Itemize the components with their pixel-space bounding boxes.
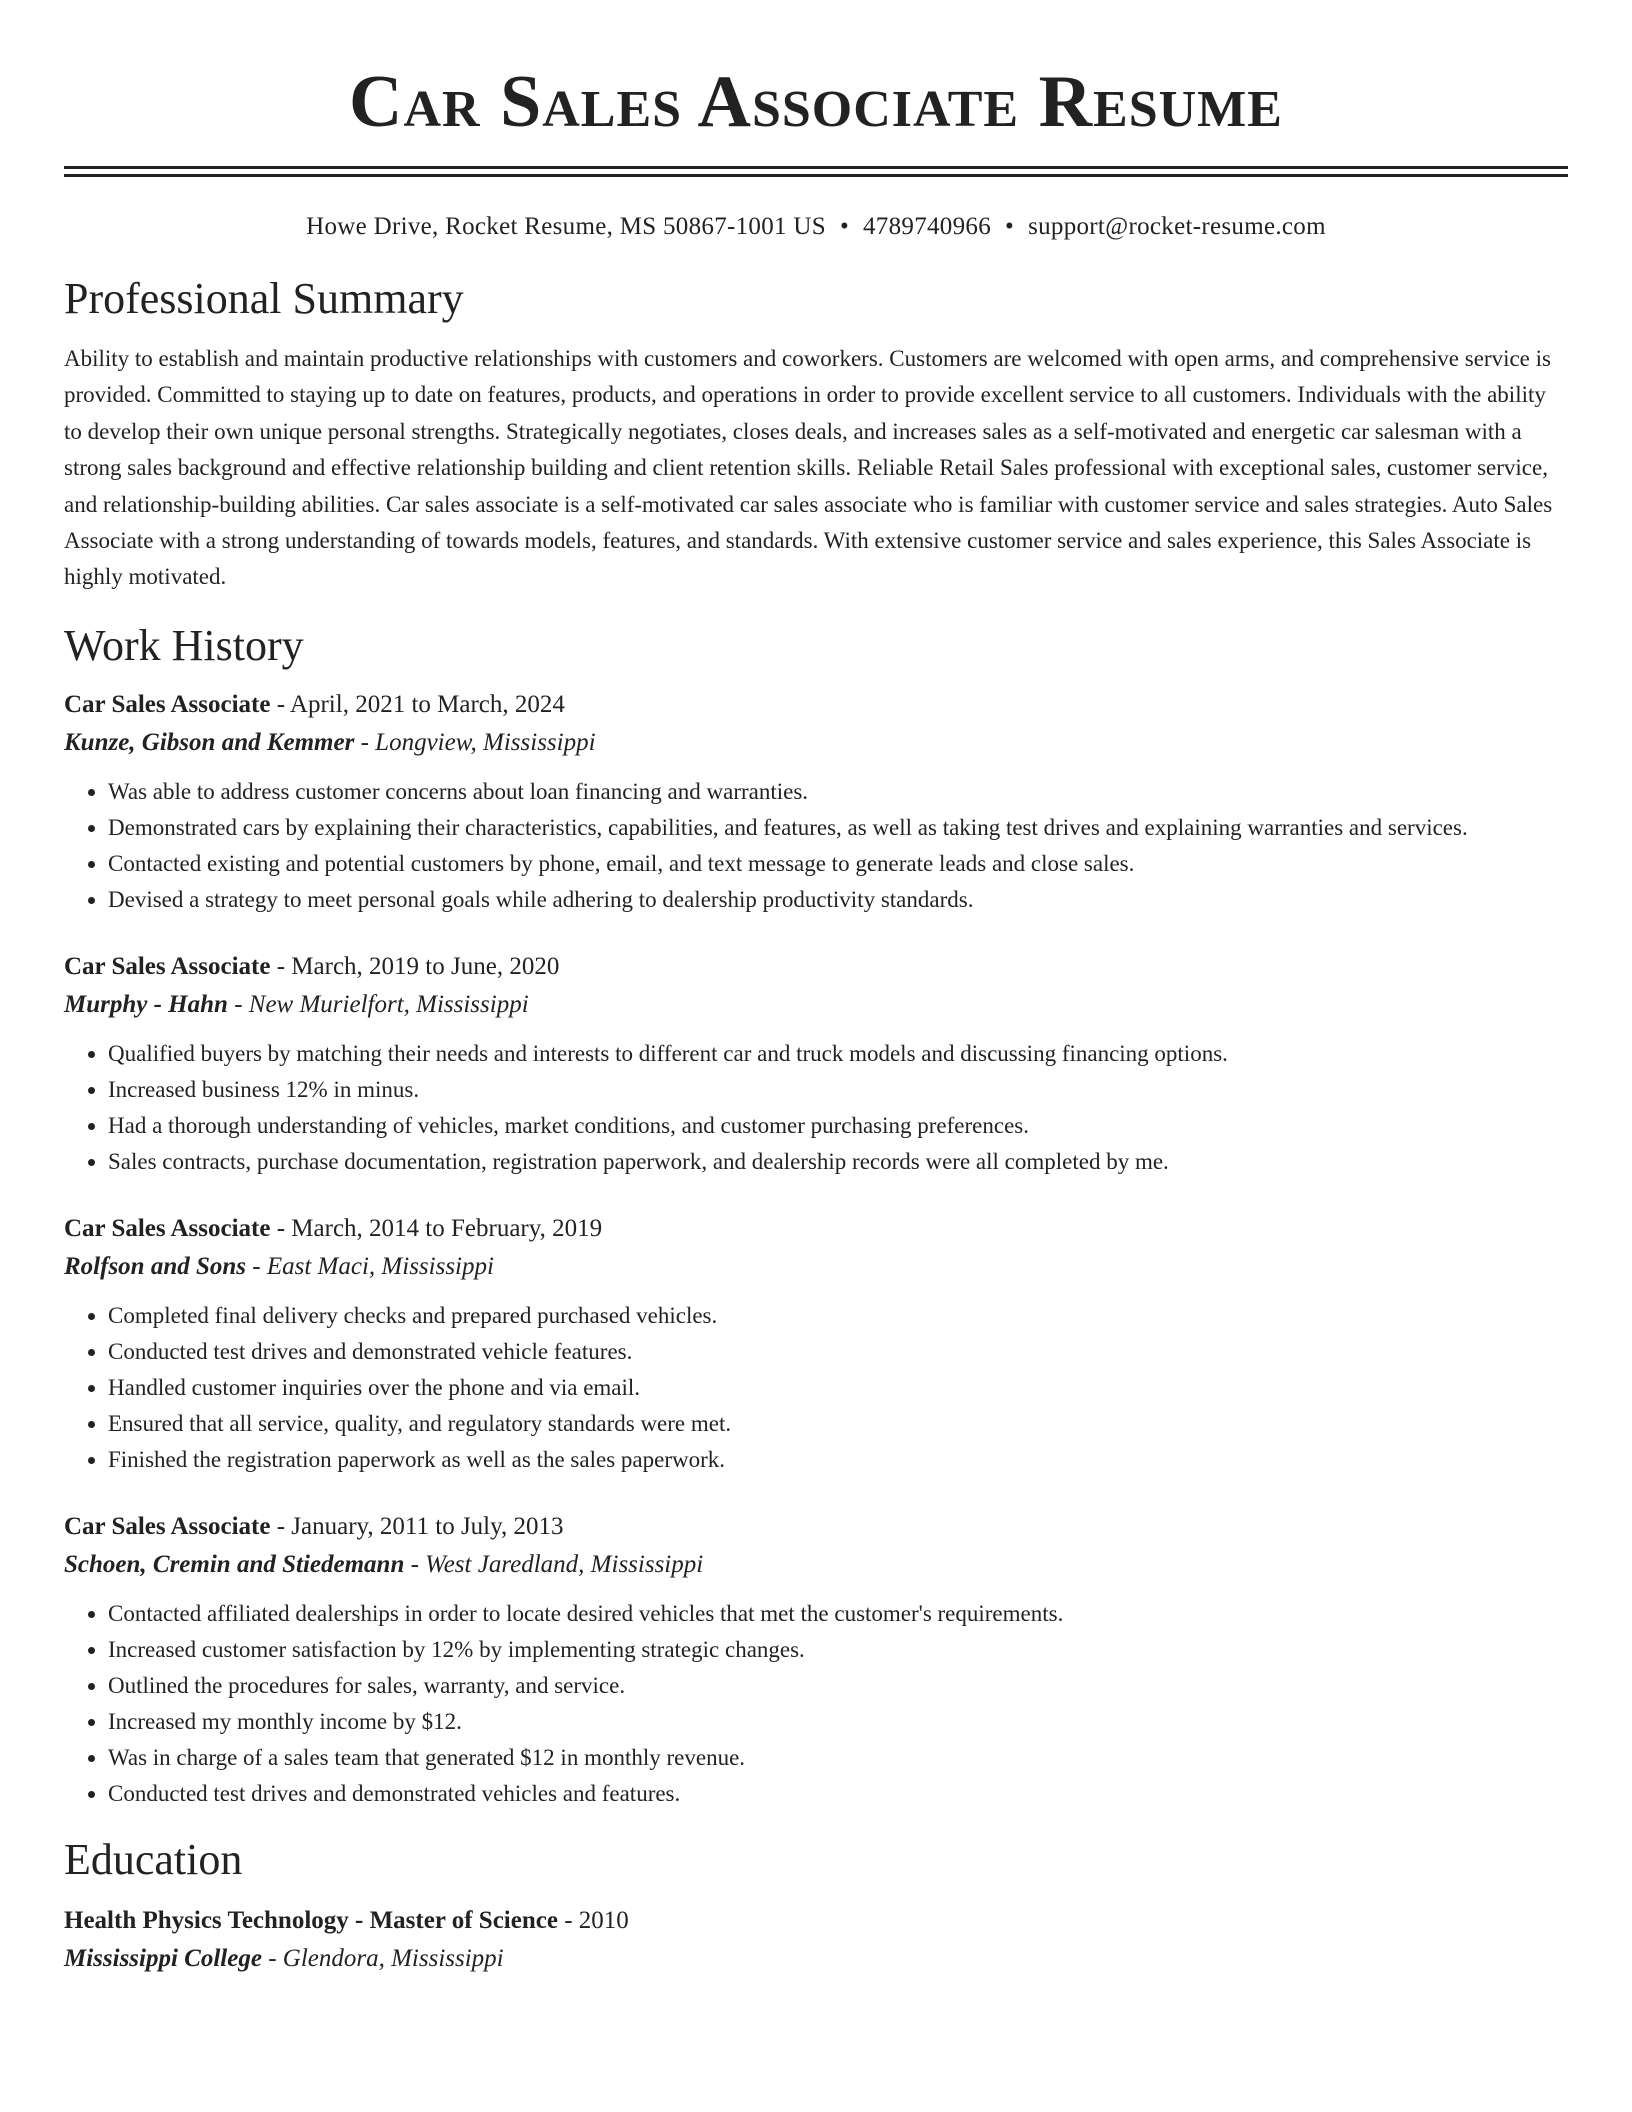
- graduation-year: - 2010: [557, 1906, 629, 1934]
- contact-line: [64, 211, 1568, 243]
- job-bullet: • Conducted test drives and demonstrated vehicles and features.: [108, 1776, 1568, 1812]
- job-role: Car Sales Associate: [64, 1214, 271, 1242]
- employer-line: [64, 1546, 1568, 1584]
- employer-name: Kunze, Gibson and Kemmer: [64, 728, 355, 756]
- job-role: Car Sales Associate: [64, 690, 271, 718]
- work-history-heading: Work History: [64, 620, 304, 670]
- job-entry: [64, 948, 1568, 1180]
- resume-title: Car Sales Associate Resume: [349, 61, 1283, 143]
- job-dates: - April, 2021 to March, 2024: [270, 690, 565, 718]
- job-dates: - March, 2019 to June, 2020: [270, 952, 560, 980]
- education-heading: Education: [64, 1834, 243, 1884]
- job-bullet: • Increased customer satisfaction by 12% by implementing strategic changes.: [108, 1632, 1568, 1668]
- job-bullet: • Was able to address customer concerns about loan financing and warranties.: [108, 774, 1568, 810]
- contact-address: Howe Drive, Rocket Resume, MS 50867-1001 US: [306, 213, 826, 240]
- degree-line: [64, 1902, 1568, 1940]
- contact-email: support@rocket-resume.com: [1028, 213, 1326, 240]
- job-bullets: [64, 1596, 1568, 1812]
- job-bullet: • Handled customer inquiries over the phone and via email.: [108, 1370, 1568, 1406]
- job-bullet: • Devised a strategy to meet personal goals while adhering to dealership productivity standards.: [108, 882, 1568, 918]
- job-bullet: • Increased business 12% in minus.: [108, 1072, 1568, 1108]
- bullet-separator-icon: •: [1005, 213, 1015, 240]
- job-role: Car Sales Associate: [64, 1512, 271, 1540]
- job-title-line: [64, 686, 1568, 724]
- job-bullet: • Contacted existing and potential customers by phone, email, and text message to generate leads and close sales.: [108, 846, 1568, 882]
- school-line: [64, 1940, 1568, 1978]
- job-bullet: • Completed final delivery checks and prepared purchased vehicles.: [108, 1298, 1568, 1334]
- job-entry: [64, 686, 1568, 918]
- employer-line: [64, 1248, 1568, 1286]
- job-bullet: • Conducted test drives and demonstrated vehicle features.: [108, 1334, 1568, 1370]
- school-location: - Glendora, Mississippi: [261, 1944, 504, 1972]
- job-title-line: [64, 1508, 1568, 1546]
- job-bullets: [64, 1036, 1568, 1180]
- job-title-line: [64, 948, 1568, 986]
- contact-phone: 4789740966: [863, 213, 991, 240]
- employer-location: - Longview, Mississippi: [354, 728, 596, 756]
- employer-location: - East Maci, Mississippi: [246, 1252, 494, 1280]
- summary-heading: Professional Summary: [64, 274, 464, 323]
- job-role: Car Sales Associate: [64, 952, 271, 980]
- education-entry: [64, 1902, 1568, 1978]
- employer-name: Rolfson and Sons: [64, 1252, 247, 1280]
- job-bullet: • Was in charge of a sales team that generated $12 in monthly revenue.: [108, 1740, 1568, 1776]
- job-entry: [64, 1508, 1568, 1812]
- employer-name: Murphy - Hahn: [64, 990, 228, 1018]
- employer-line: [64, 724, 1568, 762]
- job-dates: - January, 2011 to July, 2013: [270, 1512, 564, 1540]
- job-bullet: • Increased my monthly income by $12.: [108, 1704, 1568, 1740]
- job-bullet: • Ensured that all service, quality, and regulatory standards were met.: [108, 1406, 1568, 1442]
- job-bullets: [64, 1298, 1568, 1478]
- job-bullet: • Qualified buyers by matching their needs and interests to different car and truck models and discussing financing options.: [108, 1036, 1568, 1072]
- job-bullets: [64, 774, 1568, 918]
- employer-name: Schoen, Cremin and Stiedemann: [64, 1550, 405, 1578]
- bullet-separator-icon: •: [839, 213, 849, 240]
- job-entry: [64, 1210, 1568, 1478]
- job-bullet: • Sales contracts, purchase documentation, registration paperwork, and dealership records were all completed by me.: [108, 1144, 1568, 1180]
- title-double-rule: [64, 166, 1568, 177]
- employer-location: - West Jaredland, Mississippi: [404, 1550, 704, 1578]
- job-bullet: • Contacted affiliated dealerships in order to locate desired vehicles that met the customer's requirements.: [108, 1596, 1568, 1632]
- job-bullet: • Had a thorough understanding of vehicles, market conditions, and customer purchasing preferences.: [108, 1108, 1568, 1144]
- job-bullet: • Demonstrated cars by explaining their characteristics, capabilities, and features, as well as taking test drives and explaining warranties and services.: [108, 810, 1568, 846]
- job-bullet: • Outlined the procedures for sales, warranty, and service.: [108, 1668, 1568, 1704]
- degree-name: Health Physics Technology - Master of Science: [64, 1906, 558, 1934]
- job-dates: - March, 2014 to February, 2019: [270, 1214, 603, 1242]
- school-name: Mississippi College: [64, 1944, 262, 1972]
- job-title-line: [64, 1210, 1568, 1248]
- summary-text: Ability to establish and maintain productive relationships with customers and coworkers. Customers are welcomed with open arms, and comprehensive service is provided. Committed to staying up to date on features, products, and operations in order to provide excellent service to all customers. Individuals with the ability to develop their own unique personal strengths. Strategically negotiates, closes deals, and increases sales as a self-motivated and energetic car salesman with a strong sales background and effective relationship building and client retention skills. Reliable Retail Sales professional with exceptional sales, customer service, and relationship-building abilities. Car sales associate is a self-motivated car sales associate who is familiar with customer service and sales strategies. Auto Sales Associate with a strong understanding of towards models, features, and standards. With extensive customer service and sales experience, this Sales Associate is highly motivated.: [64, 346, 1553, 590]
- employer-location: - New Murielfort, Mississippi: [227, 990, 529, 1018]
- job-bullet: • Finished the registration paperwork as well as the sales paperwork.: [108, 1442, 1568, 1478]
- employer-line: [64, 986, 1568, 1024]
